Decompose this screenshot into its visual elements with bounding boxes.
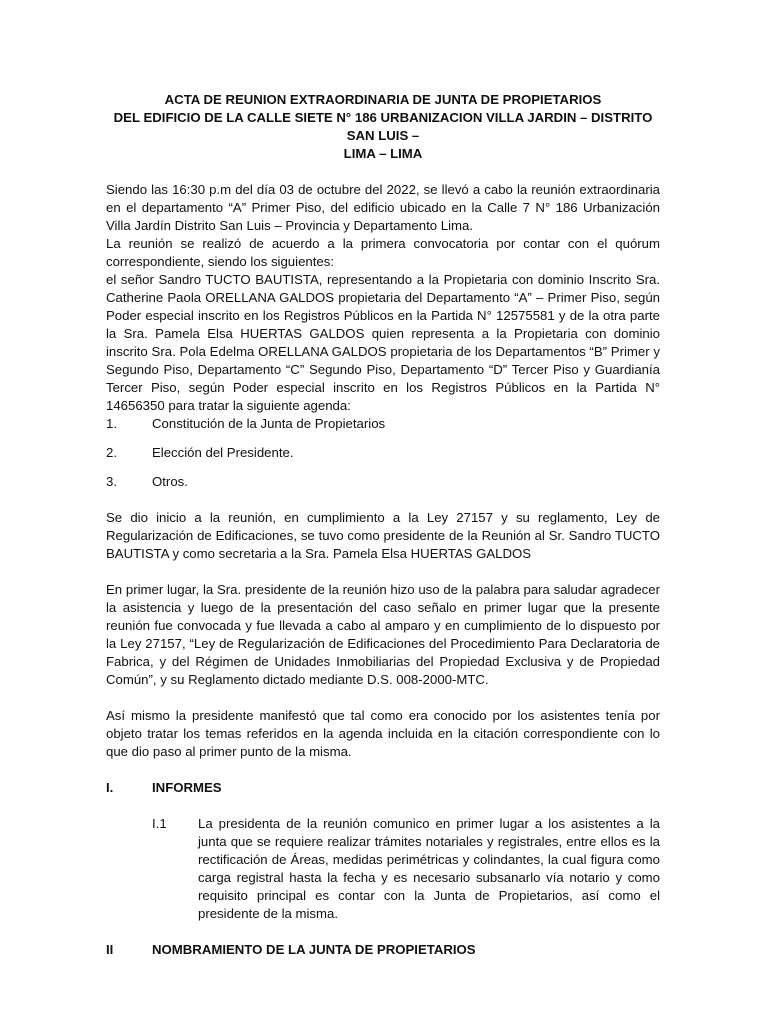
attendees-paragraph: el señor Sandro TUCTO BAUTISTA, representando a la Propietaria con dominio Inscrito Sra. Catherine Paola ORELLANA GALDOS propietaria del Departamento “A” – Primer Piso, según Poder especial inscrito en los Registros Públicos en la Partida N° 12575581 y de la otra parte la Sra. Pamela Elsa HUERTAS GALDOS quien representa a la Propietaria con dominio inscrito Sra. Pola Edelma ORELLANA GALDOS propietaria de los Departamentos “B” Primer y Segundo Piso, Departamento “C” Segundo Piso, Departamento “D” Tercer Piso y Guardianía Tercer Piso, según Poder especial inscrito en los Registros Públicos en la Partida N° 14656350 para tratar la siguiente agenda: bbox=[106, 272, 660, 413]
agenda-item bbox=[106, 444, 660, 462]
subsection-text: La presidenta de la reunión comunico en primer lugar a los asistentes a la junta que se requiere realizar trámites notariales y registrales, entre ellos es la rectificación de Áreas, medidas perimétricas y colindantes, la cual figura como carga registral hasta la fecha y es necesario subsanarlo vía notario y como requisito principal es contar con la Junta de Propietarios, así como el presidente de la misma. bbox=[198, 816, 660, 921]
agenda-item-text: Otros. bbox=[152, 474, 188, 489]
title-line-2: DEL EDIFICIO DE LA CALLE SIETE N° 186 URBANIZACION VILLA JARDIN – DISTRITO SAN LUIS – bbox=[113, 110, 653, 143]
agenda-item-number: 2. bbox=[106, 445, 117, 460]
agenda-item bbox=[106, 415, 660, 433]
agenda-item-text: Constitución de la Junta de Propietarios bbox=[152, 416, 386, 431]
subsection-number: I.1 bbox=[152, 816, 167, 831]
agenda-item bbox=[106, 473, 660, 491]
document-body bbox=[106, 91, 660, 959]
agenda-item-number: 1. bbox=[106, 416, 117, 431]
title-line-3: LIMA – LIMA bbox=[343, 146, 423, 161]
section-title: INFORMES bbox=[152, 780, 222, 795]
agenda-item-text: Elección del Presidente. bbox=[152, 445, 294, 460]
document-title bbox=[106, 91, 660, 163]
section-number: II bbox=[106, 942, 114, 957]
agenda-list bbox=[106, 415, 660, 491]
likewise-paragraph: Así mismo la presidente manifestó que tal como era conocido por los asistentes tenía por objeto tratar los temas referidos en la agenda incluida en la citación correspondiente con lo que dio paso al primer punto de la misma. bbox=[106, 708, 660, 759]
title-line-1: ACTA DE REUNION EXTRAORDINARIA DE JUNTA DE PROPIETARIOS bbox=[164, 92, 602, 107]
quorum-paragraph: La reunión se realizó de acuerdo a la primera convocatoria por contar con el quórum correspondiente, siendo los siguientes: bbox=[106, 236, 660, 269]
section-number: I. bbox=[106, 780, 114, 795]
agenda-item-number: 3. bbox=[106, 474, 117, 489]
section-title: NOMBRAMIENTO DE LA JUNTA DE PROPIETARIOS bbox=[152, 942, 476, 957]
section-heading-nombramiento bbox=[106, 941, 660, 959]
subsection-i-1 bbox=[106, 815, 660, 923]
intro-paragraph: Siendo las 16:30 p.m del día 03 de octubre del 2022, se llevó a cabo la reunión extraordinaria en el departamento “A” Primer Piso, del edificio ubicado en la Calle 7 N° 186 Urbanización Villa Jardín Distrito San Luis – Provincia y Departamento Lima. bbox=[106, 182, 660, 233]
start-paragraph: Se dio inicio a la reunión, en cumplimiento a la Ley 27157 y su reglamento, Ley de Regularización de Edificaciones, se tuvo como presidente de la Reunión al Sr. Sandro TUCTO BAUTISTA y como secretaria a la Sra. Pamela Elsa HUERTAS GALDOS bbox=[106, 510, 660, 561]
section-heading-informes bbox=[106, 779, 660, 797]
subsection-indent bbox=[106, 815, 152, 923]
first-place-paragraph: En primer lugar, la Sra. presidente de la reunión hizo uso de la palabra para saludar agradecer la asistencia y luego de la presentación del caso señalo en primer lugar que la presente reunión fue convocada y fue llevada a cabo al amparo y en cumplimiento de lo dispuesto por la Ley 27157, “Ley de Regularización de Edificaciones del Procedimiento Para Declaratoria de Fabrica, y del Régimen de Unidades Inmobiliarias del Propiedad Exclusiva y de Propiedad Común”, y su Reglamento dictado mediante D.S. 008-2000-MTC. bbox=[106, 582, 660, 687]
